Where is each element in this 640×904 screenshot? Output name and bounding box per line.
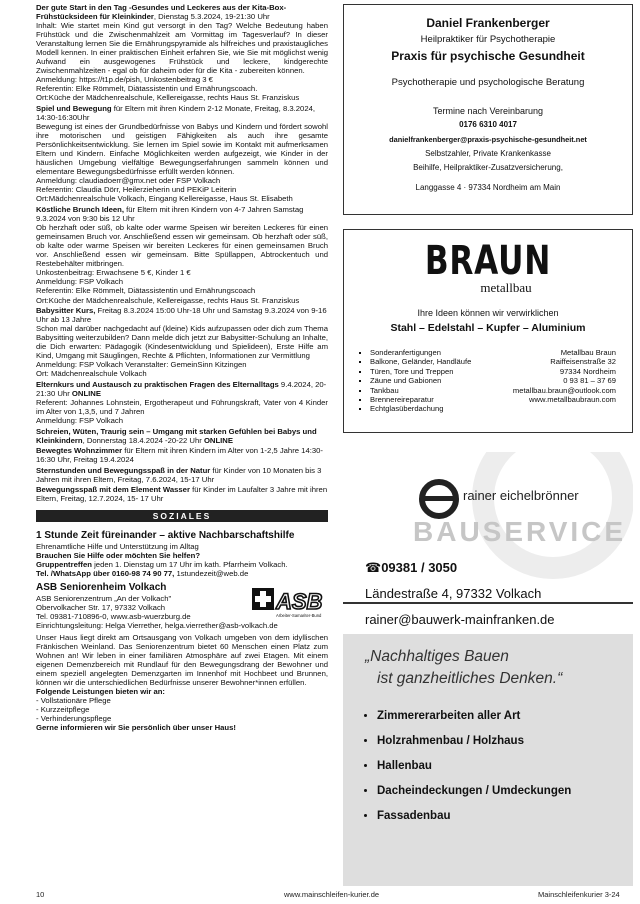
course-detail-line: Anmeldung: claudiadoerr@gmx.net oder FSP Volkach: [36, 176, 221, 186]
ad1-name: Daniel Frankenberger: [426, 16, 550, 30]
ad3-header: [343, 452, 633, 634]
asb-logo: [252, 584, 324, 620]
asb-service-1: - Kurzzeitpflege: [36, 705, 90, 715]
asb-line-3: Einrichtungsleitung: Helga Vierrether, helga.vierrether@asb-volkach.de: [36, 620, 278, 630]
course-entry: [36, 380, 328, 425]
course-description: Schon mal darüber nachgedacht auf (kleine) Kids aufzupassen oder dich zum Thema Babysitting weiterzubilden? Dann melde dich jetzt zur Babysitter-Schulung an Inhalte, die Dich erwarten: Pädagogik (Kindesentwicklung und Spielideen), Erste Hilfe am Kind, Umgang mit Säuglingen, Rechte & Pflichten, Informationen zur Vermittlung: [36, 324, 328, 361]
section-title-soziales: SOZIALES: [36, 510, 328, 522]
course-heading: [36, 427, 328, 445]
course-detail-line: Anmeldung: https://t1p.de/pish, Unkostenbeitrag 3 €: [36, 75, 213, 85]
ad2-materials: Stahl – Edelstahl – Kupfer – Aluminium: [390, 322, 586, 334]
ad1-address: Langgasse 4 · 97334 Nordheim am Main: [415, 183, 561, 192]
ad2-brand: BRAUN: [424, 238, 552, 284]
ad-frankenberger: [343, 4, 633, 215]
asb-service-0: - Vollstationäre Pflege: [36, 696, 111, 706]
ad2-contact-line: Raiffeisenstraße 32: [550, 357, 616, 367]
course-title: Elternkurs und Austausch zu praktischen Fragen des Elternalltags: [36, 379, 279, 389]
asb-logo-sub: Arbeiter-Samariter-Bund: [276, 612, 322, 618]
asb-closing: Gerne informieren wir Sie persönlich über unser Haus!: [36, 723, 236, 733]
ad3-service-item: • Fassadenbau: [377, 810, 633, 823]
asb-services-title: Folgende Leistungen bieten wir an:: [36, 687, 165, 697]
course-entry: [36, 427, 328, 445]
ad3-slogan2: ist ganzheitliches Denken.“: [377, 670, 563, 687]
course-description: Inhalt: Wie startet mein Kind gut versorgt in den Tag? Welche Bedeutung haben Frühstück und die Zwischenmahlzeit am Vormittag im Tagesverlauf? In dieser Veranstaltung lernen Sie die Ernährungspyramide als hilfreiches und praxistaugliches Modell kennen. In einer praktischen Einheit erfahren Sie, wie Sie mit möglichst wenig Aufwand ein ausgewogenes Frühstück und leckere, kindgerechte Zwischenmahlzeiten - egal ob für daheim oder für die Kita - zubereiten können.: [36, 21, 328, 76]
ad3-service-item: • Zimmererarbeiten aller Art: [377, 710, 633, 723]
nachbar-line1: Ehrenamtliche Hilfe und Unterstützung im Alltag: [36, 541, 199, 551]
ad-eichelbroenner: [343, 452, 633, 886]
course-detail-line: Referentin: Claudia Dörr, Heilerzieherin und PEKiP Leiterin: [36, 185, 237, 195]
nachbar-gruppentreffen: Gruppentreffen: [36, 559, 92, 569]
course-title: Bewegungsspaß mit dem Element Wasser: [36, 485, 190, 495]
ad2-service-item: ▪ Zäune und Gabionen: [370, 376, 471, 385]
ad2-contact-line[interactable]: metallbau.braun@outlook.com: [512, 385, 616, 395]
course-heading: [36, 205, 328, 223]
ad2-contact-line: 0 93 81 – 37 69: [563, 376, 616, 386]
course-entry: [36, 104, 328, 204]
ad2-contact-line[interactable]: www.metallbaubraun.com: [529, 395, 616, 405]
course-description: Referent: Johannes Lohnstein, Ergotherapeut und Führungskraft, Vater von 4 Kinder im Alter von 1,3,5, und 7 Jahren: [36, 398, 328, 417]
ad3-email[interactable]: rainer@bauwerk-mainfranken.de: [365, 612, 555, 627]
ad2-claim: Ihre Ideen können wir verwirklichen: [417, 308, 559, 318]
nachbar-line3-text: jeden 1. Dienstag um 17 Uhr im kath. Pfarrheim Volkach.: [91, 559, 288, 569]
course-date: für Eltern mit ihren Kindern im Alter von 1-2,5 Jahre 14:30-16:30 Uhr, Freitag 19.4.2024: [36, 446, 323, 465]
course-date: für Kinder von 10 Monaten bis 3 Jahren mit ihren Eltern, Freitag, 7.6.2024, 15-17 Uhr: [36, 465, 322, 484]
ad2-contact: [513, 348, 616, 414]
course-online-badge: ONLINE: [203, 435, 233, 445]
ad3-phone-row: [365, 560, 457, 576]
ad3-service-list: [343, 710, 633, 823]
ad3-service-item: • Hallenbau: [377, 760, 633, 773]
course-description: Bewegung ist eines der Grundbedürfnisse von Babys und Kindern und fördert sowohl ihre motorischen und geistigen Fähigkeiten als auch ihre gesamte Persönlichkeitsentwicklung. Sie lernen im Spiel sowie im Kontakt mit aufmerksamen Eltern und Kindern. Einfache Möglichkeiten werden aufgezeigt, wie Kinder in der häuslichen Umgebung vielfältige Bewegungserfahrungen sammeln können und elementare Bewegungsbedürfnisse erfüllt werden können.: [36, 122, 328, 177]
ad2-brand-sub: metallbau: [480, 280, 532, 295]
course-date: für Kinder im Laufalter 3 Jahre mit ihren Eltern, Freitag, 12.7.2024, 15- 17 Uhr: [36, 485, 328, 504]
course-detail-line: Referentin: Elke Römmelt, Diätassistentin und Ernährungscoach.: [36, 84, 258, 94]
course-title: Babysitter Kurs,: [36, 306, 96, 316]
nachbar-phone: Tel. /WhatsApp über 0160-98 74 90 77,: [36, 568, 177, 578]
ad1-headline: Praxis für psychische Gesundheit: [391, 49, 585, 63]
ad2-service-item: ▪ Türen, Tore und Treppen: [370, 367, 471, 376]
ad1-phone: 0176 6310 4017: [459, 120, 517, 129]
footer-page-number: 10: [36, 890, 45, 899]
course-entry: [36, 485, 328, 503]
course-detail-line: Unkostenbeitrag: Erwachsene 5 €, Kinder 1 €: [36, 268, 191, 278]
asb-service-2: - Verhinderungspflege: [36, 714, 112, 724]
course-title: Der gute Start in den Tag -Gesundes und Leckeres aus der Kita-Box-Frühstücksideen für Kleinkinder: [36, 3, 287, 22]
ad2-service-item: ▪ Echtglasüberdachung: [370, 404, 471, 413]
course-date: , Dienstag 5.3.2024, 19-21:30 Uhr: [153, 12, 270, 22]
course-heading: [36, 446, 328, 464]
course-date: , Donnerstag 18.4.2024 -20-22 Uhr: [82, 435, 204, 445]
course-detail-line: Anmeldung: FSP Volkach Veranstalter: GemeinSinn Kitzingen: [36, 360, 247, 370]
course-heading: [36, 466, 328, 484]
ad1-insurance1: Selbstzahler, Private Krankenkasse: [425, 149, 551, 158]
course-detail-line: Ort:Küche der Mädchenrealschule, Kellereigasse, rechts Haus St. Franziskus: [36, 295, 300, 305]
course-entry: [36, 446, 328, 464]
ad2-details: [362, 348, 616, 414]
course-entry: [36, 205, 328, 305]
ad2-contact-line: 97334 Nordheim: [559, 366, 616, 376]
course-title: Spiel und Bewegung: [36, 104, 112, 114]
ad3-phone: 09381 / 3050: [381, 560, 458, 575]
ad3-service-item: • Holzrahmenbau / Holzhaus: [377, 735, 633, 748]
course-entry: [36, 466, 328, 484]
asb-line-2: Tel. 09381-710896-0, www.asb-wuerzburg.de: [36, 611, 191, 621]
ad1-appointment: Termine nach Vereinbarung: [432, 106, 544, 116]
ad2-service-item: ▪ Sonderanfertigungen: [370, 348, 471, 357]
ad-braun-metallbau: [343, 229, 633, 433]
left-column: [36, 3, 328, 732]
course-detail-line: Ort:Mädchenrealschule Volkach, Eingang Kellereigasse, Haus St. Elisabeth: [36, 194, 293, 204]
course-date: für Eltern mit ihren Kindern 2-12 Monate, Freitag, 8.3.2024, 14:30-16:30Uhr: [36, 104, 316, 123]
asb-logo-text: ASB: [276, 588, 323, 614]
ad1-insurance2: Beihilfe, Heilpraktiker-Zusatzversicherung,: [413, 163, 563, 172]
ad3-logo-service: BAUSERVICE: [413, 516, 627, 547]
course-detail-line: Anmeldung: FSP Volkach: [36, 416, 124, 426]
course-heading: [36, 104, 328, 122]
ad3-slogan1: „Nachhaltiges Bauen: [365, 648, 509, 665]
ad3-body: [343, 648, 633, 835]
course-heading: [36, 306, 328, 324]
ad2-logo: [344, 238, 632, 296]
course-list: [36, 3, 328, 504]
ad3-logo-name: rainer eichelbrönner: [463, 488, 579, 503]
ad1-tagline: Psychotherapie und psychologische Beratung: [391, 77, 585, 88]
nachbar-line3: [36, 560, 328, 569]
ad2-service-item: ▪ Brennereireparatur: [370, 395, 471, 404]
course-date: für Eltern mit ihren Kindern von 4-7 Jahren Samstag 9.3.2024 von 9:30 bis 12 Uhr: [36, 205, 304, 224]
course-online-badge: ONLINE: [71, 388, 101, 398]
ad3-service-item: • Dacheindeckungen / Umdeckungen: [377, 785, 633, 798]
course-title: Bewegtes Wohnzimmer: [36, 446, 123, 456]
nachbar-title: 1 Stunde Zeit füreinander – aktive Nachbarschaftshilfe: [36, 529, 295, 541]
ad2-service-item: ▪ Tankbau: [370, 386, 471, 395]
asb-body: Unser Haus liegt direkt am Ortsausgang von Volkach umgeben von dem idyllischen Fränkischen Weinland. Das Seniorenzentrum bietet 60 Menschen einen Platz zum Wohnen an! Wir leben in einer familiären Atmosphäre auf zwei Etagen. Mit einem eigenen Demenzbereich mit Rundlauf für den Bewegungsdrang der Bewohner und einem speziell angelegten Demenzgarten im Innenhof mit Hochbeet und Brunnen, können wir die unterschiedlichen Bedürfnisse unserer Bewohner*innen erfüllen.: [36, 632, 328, 688]
phone-icon: ☎: [365, 560, 382, 575]
course-entry: [36, 306, 328, 378]
ad1-subtitle: Heilpraktiker für Psychotherapie: [420, 34, 556, 45]
course-detail-line: Ort:Küche der Mädchenrealschule, Kellereigasse, rechts Haus St. Franziskus: [36, 93, 300, 103]
course-title: Sternstunden und Bewegungsspaß in der Natur: [36, 465, 211, 475]
nachbar-line4: [36, 569, 328, 578]
course-title: Köstliche Brunch Ideen,: [36, 205, 124, 215]
asb-line-1: Obervolkacher Str. 17, 97332 Volkach: [36, 602, 166, 612]
asb-line-0: ASB Seniorenzentrum „An der Volkach": [36, 593, 172, 603]
course-date: Freitag 8.3.2024 15:00 Uhr-18 Uhr und Samstag 9.3.2024 von 9-16 Uhr ab 13 Jahre: [36, 306, 327, 325]
course-heading: [36, 380, 328, 398]
ad2-contact-line: Metallbau Braun: [560, 348, 616, 357]
nachbar-line2: Brauchen Sie Hilfe oder möchten Sie helfen?: [36, 550, 201, 560]
ad2-service-item: ▪ Balkone, Geländer, Handläufe: [370, 357, 471, 366]
footer-url[interactable]: www.mainschleifen-kurier.de: [284, 890, 380, 899]
course-date: 9.4.2024, 20-21:30 Uhr: [36, 379, 327, 398]
footer-issue: Mainschleifenkurier 3-24: [538, 890, 620, 899]
asb-title: ASB Seniorenheim Volkach: [36, 581, 167, 593]
ad3-address: Ländestraße 4, 97332 Volkach: [365, 586, 542, 601]
course-heading: [36, 485, 328, 503]
nachbar-email-link[interactable]: 1stundezeit@web.de: [176, 568, 249, 578]
course-entry: [36, 3, 328, 103]
ad2-service-list: [362, 348, 471, 414]
asb-section: [36, 582, 328, 733]
course-detail-line: Ort: Mädchenrealschule Volkach: [36, 369, 147, 379]
nachbarschaftshilfe: [36, 530, 328, 578]
ad1-email[interactable]: danielfrankenberger@praxis-psychische-gesundheit.net: [389, 135, 587, 144]
course-heading: [36, 3, 328, 21]
course-detail-line: Anmeldung: FSP Volkach: [36, 277, 124, 287]
course-description: Ob herzhaft oder süß, ob kalte oder warme Speisen wir bereiten Leckeres für einen gemeinsamen Bruch vor. Anschließend essen wir gemeinsam. Ob herzhaft oder süß, ob kalte oder warme Speisen wir bereiten Leckeres für einen gemeinsamen Bruch vor. Anschließend essen wir gemeinsam. Bitte Spüllappen, Abtrockentuch und Restebehälter mitbringen.: [36, 223, 328, 269]
course-detail-line: Referentin: Elke Römmelt, Diätassistentin und Ernährungscoach: [36, 286, 256, 296]
course-title: Schreien, Wüten, Traurig sein – Umgang mit starken Gefühlen bei Babys und Kleinkindern: [36, 426, 317, 445]
ad3-divider: [343, 602, 633, 604]
